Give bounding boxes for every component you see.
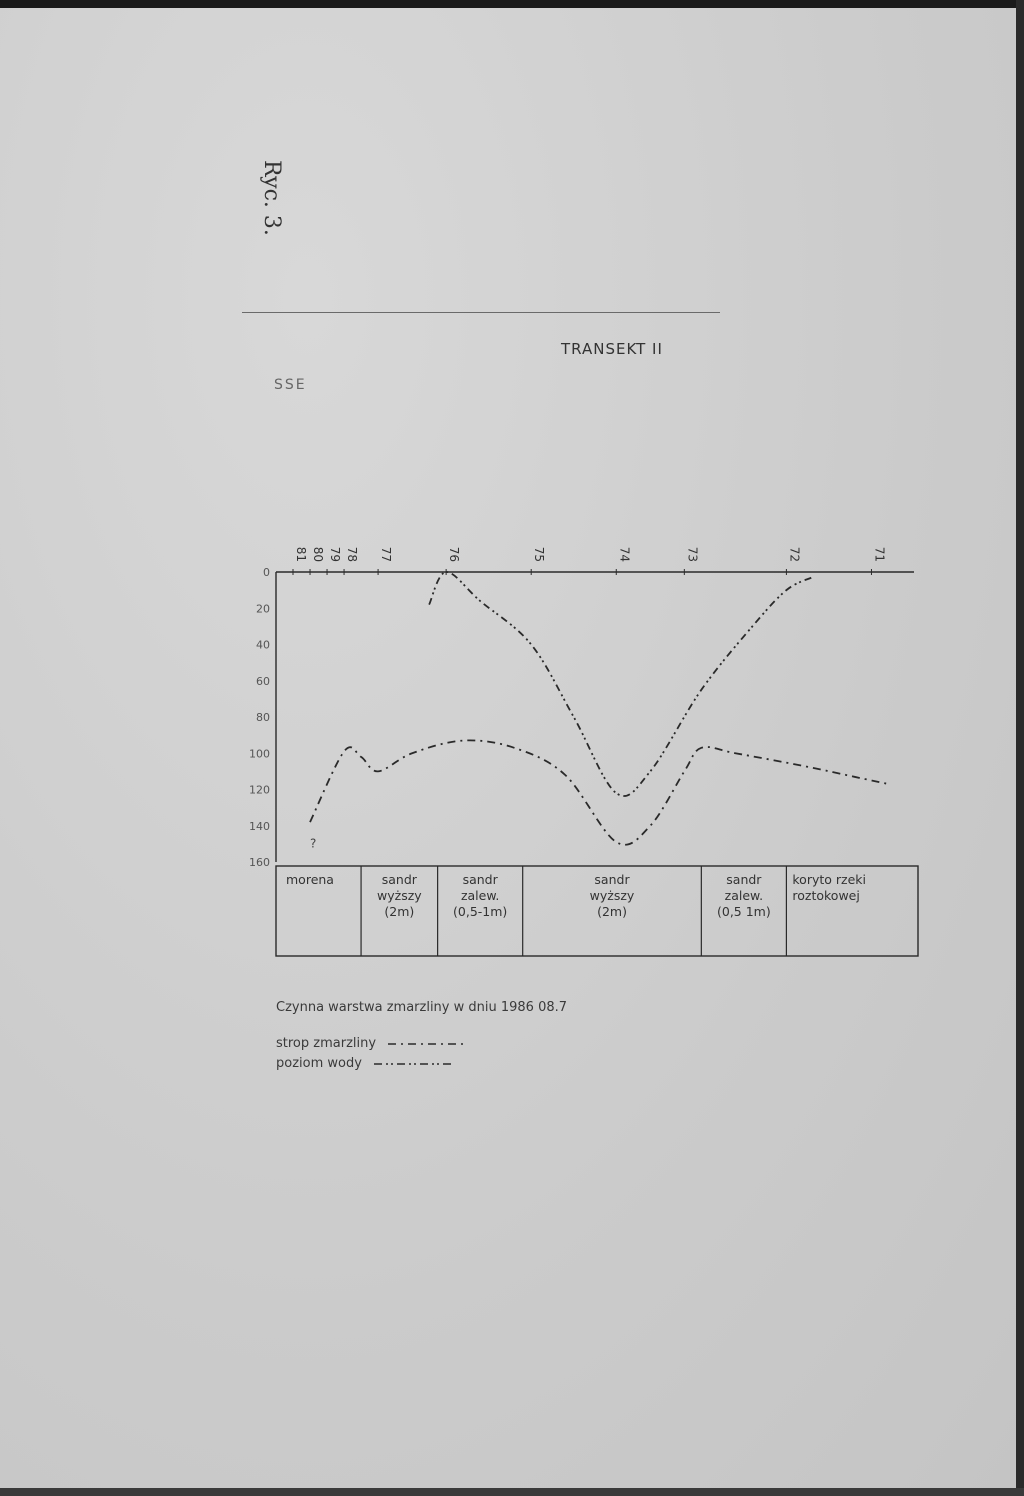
y-tick-label: 100 [249,747,270,761]
zone-table [276,866,918,956]
legend-item-strop [276,1036,468,1051]
legend-label-woda: poziom wody [276,1056,362,1071]
legend-title: Czynna warstwa zmarzliny w dniu 1986 08.7 [276,1000,568,1015]
station-label: 77 [379,546,394,562]
station-label: 73 [685,546,700,562]
zone-label: roztokowej [792,888,860,903]
zone-label: zalew. [460,888,500,903]
figure-label: Ryc. 3. [259,160,284,236]
zone-label: (0,5 1m) [716,904,771,919]
series-line-poziom-wody [429,572,812,796]
station-label: 76 [447,546,462,562]
zone-label: sandr [594,872,630,887]
y-tick-label: 140 [249,819,270,833]
series-lines [310,572,888,851]
legend-label-strop: strop zmarzliny [276,1036,377,1051]
zone-label: wyższy [589,888,635,903]
zone-label: sandr [726,872,762,887]
y-tick-label: 20 [256,602,270,616]
station-label: 75 [532,546,547,562]
station-label: 81 [294,546,309,562]
y-tick-labels [249,566,270,869]
station-label: 80 [311,546,326,562]
y-tick-label: 120 [249,783,270,797]
station-label: 78 [345,546,360,562]
legend-swatch-dash-dot [388,1039,468,1049]
station-label: 74 [617,546,632,562]
legend-swatch-dash-dot-dot [374,1059,454,1069]
zone-label: sandr [381,872,417,887]
chart-axes [276,572,914,862]
zone-label: (0,5-1m) [453,904,508,919]
chart-title: TRANSEKT II [561,340,663,358]
station-label: 79 [328,546,343,562]
zone-label: (2m) [384,904,415,919]
y-tick-label: 80 [256,711,270,724]
zone-label: sandr [462,872,498,887]
station-label: 72 [787,546,802,562]
zone-label: (2m) [597,904,627,919]
zone-label: koryto rzeki [792,872,867,887]
y-tick-label: 160 [249,856,270,869]
zone-label: zalew. [724,888,764,903]
series-line-strop-zmarzliny [310,740,888,844]
station-labels [293,547,886,575]
direction-label: SSE [274,377,307,393]
zone-label: wyższy [377,888,422,903]
y-tick-label: 0 [263,566,270,579]
y-tick-label: 60 [256,674,270,688]
question-mark: ? [310,836,317,851]
zone-label: morena [286,872,334,887]
station-label: 71 [872,546,887,562]
legend-item-woda [276,1056,454,1071]
y-tick-label: 40 [256,638,270,652]
